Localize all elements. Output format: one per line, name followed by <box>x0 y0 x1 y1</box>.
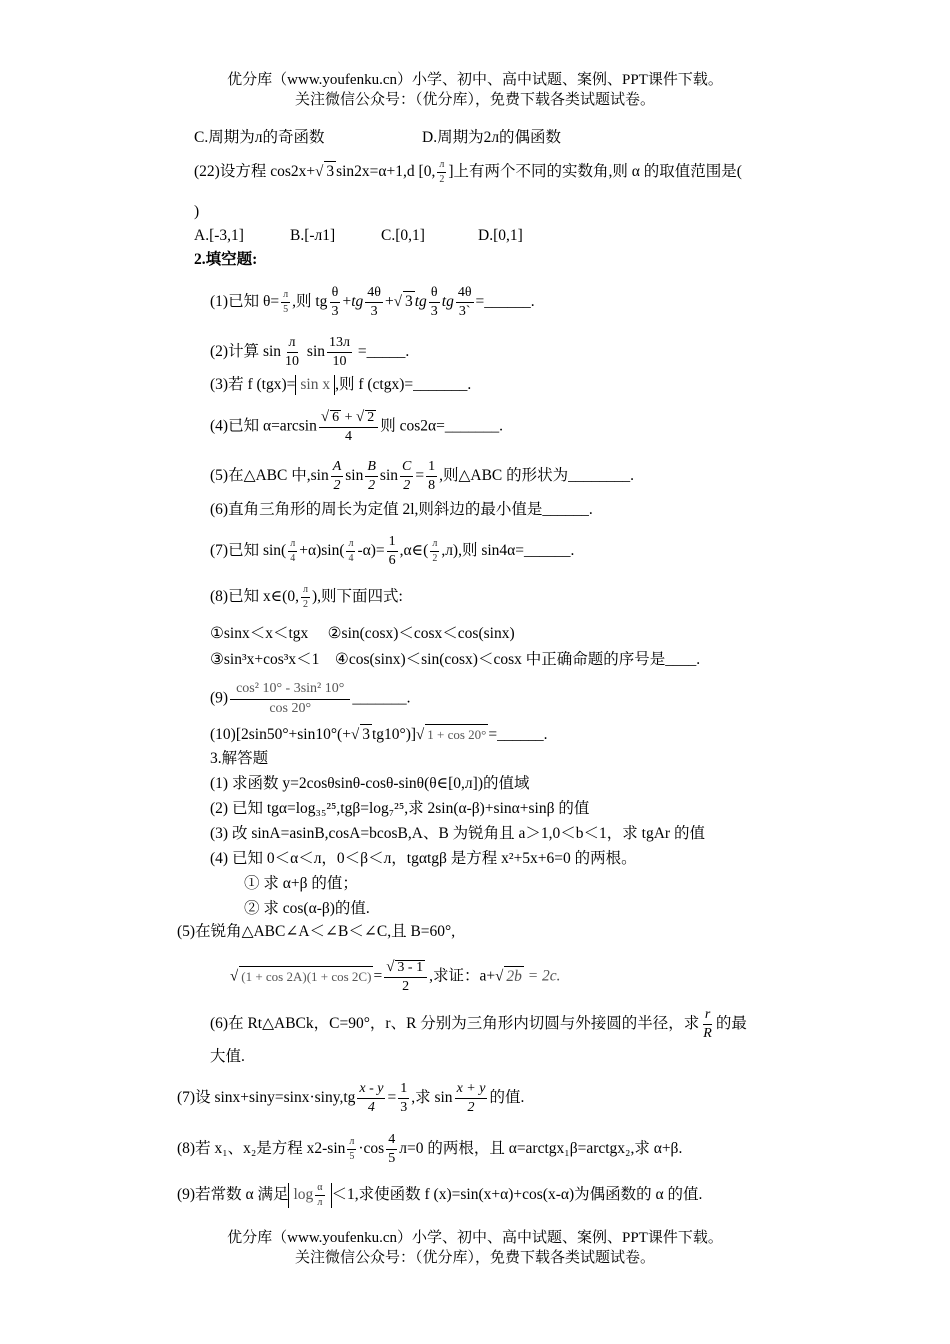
fraction <box>426 460 437 493</box>
text: + <box>384 293 394 311</box>
frac-den: 8 <box>428 478 436 493</box>
fraction <box>281 290 290 315</box>
text: (7)设 sinx+siny=sinx·siny,tg <box>177 1089 356 1107</box>
frac-num <box>319 410 378 428</box>
q22-option-a: A.[-3,1] <box>194 227 244 244</box>
frac-num: B <box>365 460 378 477</box>
text: (10)[2sin50°+sin10°(+ <box>210 726 351 743</box>
frac-num: л <box>437 160 446 173</box>
sqrt-sign: √ <box>315 164 324 181</box>
fill-q3 <box>210 375 471 395</box>
frac-den: 2 <box>432 553 438 564</box>
sqrt-sign: √ <box>355 409 365 425</box>
fraction <box>327 336 352 369</box>
solve-q5: (5)在锐角△ABC∠A＜∠B＜∠C,且 B=60°, <box>177 923 456 940</box>
frac-num: θ <box>330 286 341 303</box>
q22-fraction <box>437 160 446 185</box>
frac-den: 4 <box>345 429 353 444</box>
fraction <box>301 585 310 610</box>
frac-den: 4 <box>348 553 354 564</box>
text: tg <box>414 293 427 311</box>
frac-den: 2 <box>403 478 411 493</box>
solve-q7 <box>177 1082 524 1115</box>
fraction <box>329 286 340 319</box>
text: (6)在 Rt△ABCk，C=90°，r、R 分别为三角形内切圆与外接圆的半径，求 <box>210 1015 700 1033</box>
frac-num: α <box>315 1183 324 1196</box>
frac-den: 10 <box>285 354 300 369</box>
q21-option-d: D.周期为2л的偶函数 <box>422 129 562 146</box>
frac-num: cos² 10° - 3sin² 10° <box>230 682 350 700</box>
frac-num: C <box>400 460 413 477</box>
frac-num: r <box>703 1008 712 1025</box>
fraction <box>365 286 383 319</box>
fill-q7 <box>210 535 574 568</box>
text: (2)计算 sin <box>210 343 282 361</box>
solve-q3: (3) 改 sinA=asinB,cosA=bcosB,A、B 为锐角且 a＞1,0＜b＜1，求 tgAr 的值 <box>210 825 705 842</box>
footer-line-1: 优分库（www.youfenku.cn）小学、初中、高中试题、案例、PPT课件下载。 <box>227 1230 723 1246</box>
text: sin <box>345 467 364 485</box>
sqrt: (1 + cos 2A)(1 + cos 2C) <box>239 966 373 987</box>
frac-den: R <box>703 1026 712 1041</box>
frac-den: 5 <box>349 1151 355 1162</box>
frac-num: л <box>281 290 290 303</box>
text: ,求证：a+ <box>429 967 496 985</box>
frac-den: 2 <box>402 979 410 994</box>
fraction <box>347 1137 356 1162</box>
q22-sqrt3: 3 <box>326 163 335 181</box>
text: (8)若 x₁、x₂是方程 x2-sin <box>177 1140 346 1158</box>
text: log <box>293 1186 314 1204</box>
text: = <box>373 967 383 985</box>
text: sin <box>379 467 399 485</box>
header-line-2: 关注微信公众号：（优分库），免费下载各类试题试卷。 <box>294 92 655 108</box>
text: (4)已知 α=arcsin <box>210 417 317 435</box>
sqrt: 3 <box>362 726 370 743</box>
frac-num: 1 <box>387 535 398 552</box>
sqrt-sign: √ <box>386 959 395 975</box>
fraction <box>283 336 301 369</box>
text: =______. <box>475 293 535 311</box>
text: (7)已知 sin( <box>210 542 287 560</box>
frac-den: 2 <box>467 1100 475 1115</box>
solve-q6 <box>210 1008 747 1041</box>
sqrt: 3 - 1 <box>397 960 424 975</box>
text: ),则下面四式: <box>311 588 403 606</box>
solve-q4-a: ① 求 α+β 的值； <box>244 875 358 892</box>
q21-option-c: C.周期为л的奇函数 <box>194 129 325 146</box>
q22-close: ) <box>194 203 200 220</box>
frac-den: cos 20° <box>269 701 312 716</box>
fraction <box>315 1183 324 1208</box>
frac-num: л <box>287 336 298 353</box>
frac-den: 2 <box>302 599 308 610</box>
fill-q8-row1: ①sinx＜x＜tgx ②sin(cosx)＜cosx＜cos(sinx) <box>210 625 515 642</box>
text: ,则 tg <box>292 293 328 311</box>
text: = 2c. <box>523 967 561 985</box>
frac-den: 2 <box>333 478 341 493</box>
fraction <box>331 460 344 493</box>
sqrt: 1 + cos 20° <box>425 724 488 745</box>
fraction <box>387 535 398 568</box>
text: (9) <box>210 689 229 707</box>
text: ,求 sin <box>411 1089 453 1107</box>
fraction <box>398 1082 409 1115</box>
solve-q9 <box>177 1183 702 1208</box>
sqrt: 3 <box>404 293 413 311</box>
q22-option-b: B.[-л1] <box>290 227 336 244</box>
frac-den: 2 <box>439 174 445 185</box>
text: 则 cos2α=_______. <box>380 417 503 435</box>
frac-den: 3 <box>430 304 438 319</box>
fraction <box>456 286 474 319</box>
text: = <box>387 1089 397 1107</box>
text: -α)= <box>357 542 385 560</box>
sqrt: 2 <box>367 410 375 425</box>
frac-num: 1 <box>398 1082 409 1099</box>
frac-num: 4θ <box>365 286 383 303</box>
text: 的最 <box>715 1015 747 1033</box>
fill-q10 <box>210 724 547 745</box>
footer-line-2: 关注微信公众号：（优分库），免费下载各类试题试卷。 <box>294 1250 655 1266</box>
frac-den: 2 <box>368 478 376 493</box>
text: л=0 的两根，且 α=arctgx₁β=arctgx₂,求 α+β. <box>399 1140 683 1158</box>
solve-q5-formula <box>230 960 561 994</box>
fraction <box>701 1008 714 1041</box>
fill-q5 <box>210 460 634 493</box>
text: +α)sin( <box>299 542 345 560</box>
sqrt-sign: √ <box>230 968 239 985</box>
sqrt-sign: √ <box>416 727 425 743</box>
abs-value <box>288 1183 331 1208</box>
fill-section-title: 2.填空题: <box>194 251 258 268</box>
solve-q1: (1) 求函数 y=2cosθsinθ-cosθ-sinθ(θ∈[0,л])的值域 <box>210 775 530 792</box>
fraction <box>288 539 297 564</box>
fraction <box>230 682 350 716</box>
frac-den: 4 <box>290 553 296 564</box>
abs-value: sin x <box>295 375 335 395</box>
frac-den: 5 <box>283 304 289 315</box>
fraction <box>400 460 413 493</box>
q22-text-a: (22)设方程 cos2x+ <box>194 163 316 181</box>
fraction <box>386 1133 397 1166</box>
q22-line <box>194 160 742 185</box>
header-line-1: 优分库（www.youfenku.cn）小学、初中、高中试题、案例、PPT课件下载。 <box>227 72 723 88</box>
q22-option-c: C.[0,1] <box>381 227 425 244</box>
fill-q4 <box>210 410 503 444</box>
text: ＜1,求使函数 f (x)=sin(x+α)+cos(x-α)为偶函数的 α 的值. <box>331 1186 703 1204</box>
text: ·cos <box>358 1140 385 1158</box>
text: + <box>341 410 356 425</box>
frac-num: л <box>430 539 439 552</box>
fill-q2 <box>210 336 409 369</box>
text: tg <box>351 293 364 311</box>
sqrt-sign: √ <box>320 409 330 425</box>
sqrt-sign: √ <box>495 968 504 985</box>
text: tg10°)] <box>371 726 417 743</box>
fraction <box>357 1082 385 1115</box>
text: _______. <box>352 689 411 707</box>
text: (3)若 f (tgx)= <box>210 376 296 393</box>
text: = <box>415 467 425 485</box>
fill-q8-row2: ③sin³x+cos³x＜1 ④cos(sinx)＜sin(cosx)＜cosx 中正确命题的序号是____. <box>210 651 701 668</box>
frac-num: л <box>347 1137 356 1150</box>
frac-num: θ <box>429 286 440 303</box>
solve-q2: (2) 已知 tgα=log₃₅²⁵,tgβ=log₇²⁵,求 2sin(α-β)+sinα+sinβ 的值 <box>210 800 590 817</box>
text: 的值. <box>489 1089 525 1107</box>
fraction <box>384 960 427 994</box>
frac-num: 1 <box>426 460 437 477</box>
frac-den: 3 <box>400 1100 408 1115</box>
frac-num: x - y <box>357 1082 385 1099</box>
frac-den: 3 <box>331 304 339 319</box>
text: ,则△ABC 的形状为________. <box>439 467 635 485</box>
frac-num: л <box>346 539 355 552</box>
sqrt-sign: √ <box>393 294 402 311</box>
text: =______. <box>488 726 548 743</box>
text: sin <box>303 343 326 361</box>
fraction <box>455 1082 488 1115</box>
frac-den: л <box>317 1197 323 1208</box>
fraction <box>365 460 378 493</box>
fraction <box>430 539 439 564</box>
fill-q6: (6)直角三角形的周长为定值 2l,则斜边的最小值是______. <box>210 501 593 518</box>
fraction <box>319 410 378 444</box>
text: ,则 f (ctgx)=_______. <box>335 376 472 393</box>
fill-q1 <box>210 286 535 319</box>
frac-num <box>384 960 427 978</box>
frac-den: 6 <box>388 553 396 568</box>
solve-section-title: 3.解答题 <box>210 750 269 767</box>
solve-q8 <box>177 1133 682 1166</box>
sqrt: 2b <box>506 967 522 985</box>
fraction <box>429 286 440 319</box>
sqrt: 6 <box>332 410 340 425</box>
frac-num: л <box>288 539 297 552</box>
text: ,α∈( <box>399 542 429 560</box>
text: (1)已知 θ= <box>210 293 280 311</box>
q22-option-d: D.[0,1] <box>478 227 523 244</box>
q22-text-b: sin2x=α+1,d [0, <box>336 163 436 181</box>
frac-den: 3` <box>458 304 471 319</box>
frac-den: 3 <box>370 304 378 319</box>
frac-den: 10 <box>332 354 347 369</box>
frac-num: л <box>301 585 310 598</box>
frac-num: 13л <box>327 336 352 353</box>
fraction <box>346 539 355 564</box>
fill-q8 <box>210 585 403 610</box>
text: (5)在△ABC 中,sin <box>210 467 329 485</box>
frac-den: 5 <box>388 1151 396 1166</box>
text: (9)若常数 α 满足 <box>177 1186 289 1204</box>
q22-text-c: ]上有两个不同的实数角,则 α 的取值范围是( <box>448 163 742 181</box>
frac-den: 4 <box>367 1100 375 1115</box>
solve-q4-b: ② 求 cos(α-β)的值. <box>244 900 370 917</box>
text: (8)已知 x∈(0, <box>210 588 299 606</box>
text: + <box>342 293 352 311</box>
text: =_____. <box>354 343 410 361</box>
frac-num: 4 <box>386 1133 397 1150</box>
frac-num: A <box>331 460 344 477</box>
frac-num: 4θ <box>456 286 474 303</box>
frac-num: x + y <box>455 1082 488 1099</box>
sqrt-sign: √ <box>350 727 360 743</box>
fill-q9 <box>210 682 410 716</box>
text: ,л),则 sin4α=______. <box>441 542 575 560</box>
solve-q4: (4) 已知 0＜α＜л，0＜β＜л，tgαtgβ 是方程 x²+5x+6=0 的两根。 <box>210 850 637 867</box>
solve-q6-cont: 大值. <box>210 1048 245 1065</box>
text: tg <box>441 293 454 311</box>
